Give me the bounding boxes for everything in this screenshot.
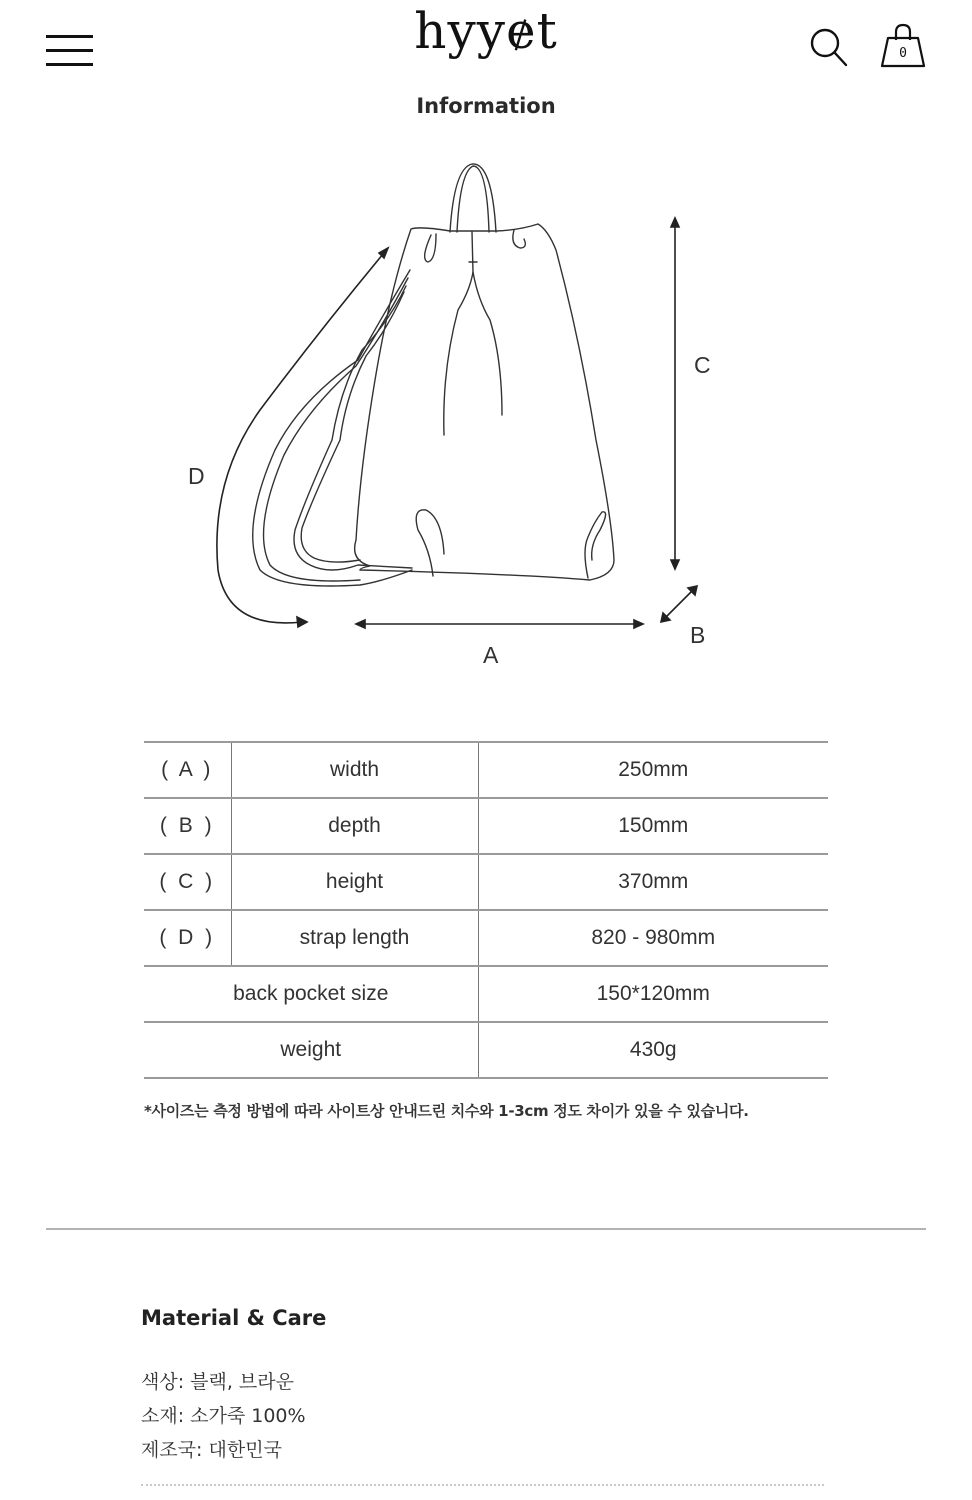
row-value: 150mm: [478, 798, 828, 854]
color-info: 색상: 블랙, 브라운: [141, 1371, 294, 1393]
brand-logo[interactable]: hyyɇt: [414, 2, 558, 60]
table-row: [144, 910, 828, 966]
bag-size-diagram: [180, 150, 740, 680]
dimension-label-d: D: [188, 463, 205, 489]
row-value: 150*120mm: [478, 966, 828, 1022]
row-name: depth: [231, 798, 478, 854]
row-value: 370mm: [478, 854, 828, 910]
row-name: strap length: [231, 910, 478, 966]
row-code: ( D ): [144, 910, 231, 966]
material-care-title: Material & Care: [141, 1306, 327, 1330]
header: [0, 0, 972, 90]
size-disclaimer-note: *사이즈는 측정 방법에 따라 사이트상 안내드린 치수와 1-3cm 정도 차이가 있을 수 있습니다.: [144, 1102, 749, 1120]
search-icon[interactable]: [808, 26, 850, 68]
table-row: [144, 798, 828, 854]
table-row: [144, 742, 828, 798]
row-name: width: [231, 742, 478, 798]
row-name: height: [231, 854, 478, 910]
row-value: 250mm: [478, 742, 828, 798]
table-row: [144, 966, 828, 1022]
dotted-divider: [141, 1484, 824, 1486]
material-care-list: [141, 1368, 306, 1470]
cart-count-badge: 0: [899, 46, 907, 61]
row-value: 820 - 980mm: [478, 910, 828, 966]
dimension-label-a: A: [483, 642, 499, 668]
origin-info: 제조국: 대한민국: [141, 1439, 282, 1461]
dimension-label-b: B: [690, 622, 706, 648]
table-row: [144, 1022, 828, 1078]
row-name: weight: [144, 1022, 478, 1078]
row-code: ( C ): [144, 854, 231, 910]
table-row: [144, 854, 828, 910]
dimension-label-c: C: [694, 352, 711, 378]
section-title: Information: [416, 94, 556, 118]
section-divider: [46, 1228, 926, 1230]
row-code: ( B ): [144, 798, 231, 854]
row-value: 430g: [478, 1022, 828, 1078]
backpack-illustration: [180, 150, 740, 680]
shopping-bag-button[interactable]: [880, 22, 926, 70]
material-info: 소재: 소가죽 100%: [141, 1405, 306, 1427]
size-table: [144, 741, 828, 1079]
row-name: back pocket size: [144, 966, 478, 1022]
row-code: ( A ): [144, 742, 231, 798]
